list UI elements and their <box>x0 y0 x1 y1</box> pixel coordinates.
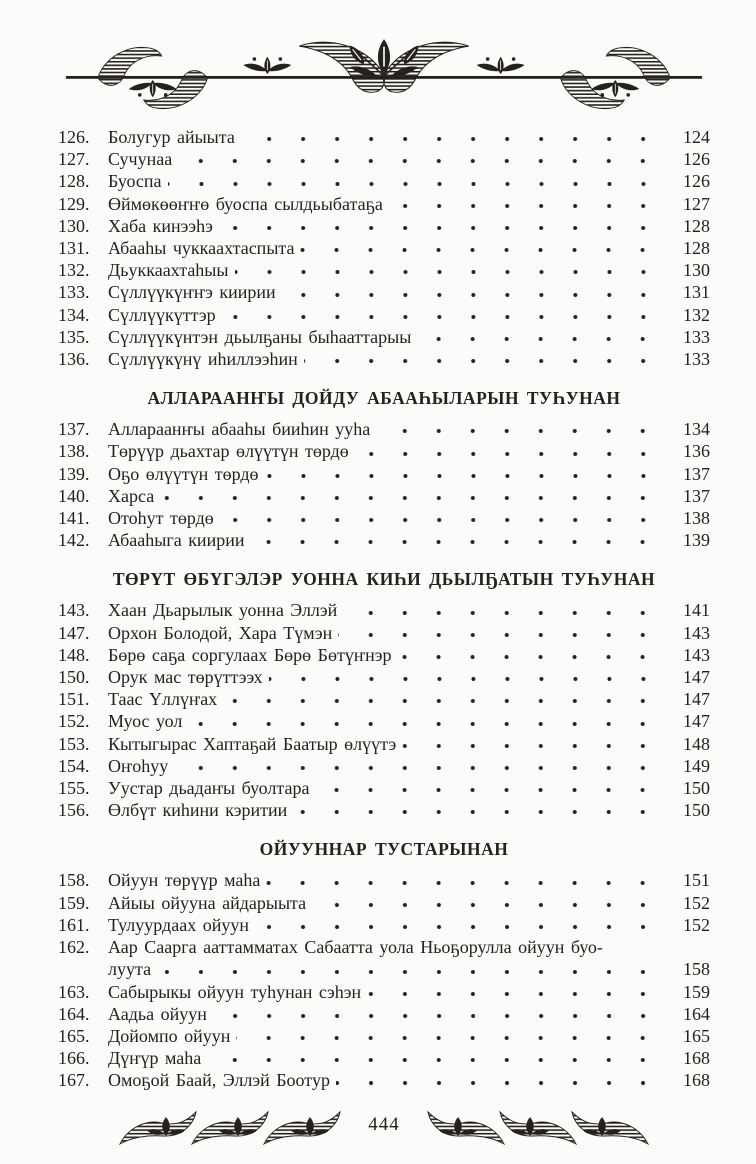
dot-leader <box>266 869 668 891</box>
toc-entry <box>58 666 710 688</box>
entry-number: 167. <box>58 1070 90 1091</box>
entry-title: Дүҥүр маһа <box>108 1048 202 1069</box>
toc-entry <box>58 777 710 799</box>
entry-number: 158. <box>58 870 90 891</box>
entry-title: Ойуун төрүүр маһа <box>108 870 261 891</box>
entry-number: 139. <box>58 463 90 484</box>
entry-number: 148. <box>58 644 90 665</box>
entry-page: 127 <box>683 193 710 214</box>
entry-page: 132 <box>683 304 710 325</box>
toc-entry <box>58 148 710 170</box>
entry-page: 126 <box>683 149 710 170</box>
dot-leader <box>389 193 668 215</box>
entry-number: 129. <box>58 193 90 214</box>
dot-leader <box>241 126 668 148</box>
dot-leader <box>417 326 668 348</box>
dot-leader <box>336 1069 668 1091</box>
top-ornament-icon <box>60 34 708 112</box>
toc-entry <box>58 688 710 710</box>
toc-entry <box>58 281 710 303</box>
dot-leader <box>343 599 668 621</box>
toc-entry <box>58 215 710 237</box>
toc-entry <box>58 170 710 192</box>
entry-title: Кытыгырас Хаптаҕай Баатыр өлүүтэ <box>108 733 397 754</box>
entry-page: 158 <box>683 959 710 980</box>
entry-page: 137 <box>683 463 710 484</box>
toc-entry <box>58 529 710 551</box>
dot-leader <box>220 507 668 529</box>
toc-entry <box>58 1025 710 1047</box>
toc-entry <box>58 485 710 507</box>
entry-number: 163. <box>58 981 90 1002</box>
entry-page: 143 <box>683 644 710 665</box>
dot-leader <box>293 799 668 821</box>
dot-leader <box>236 1025 668 1047</box>
entry-page: 150 <box>683 778 710 799</box>
entry-number: 131. <box>58 238 90 259</box>
entry-title: Аар Саарга ааттамматах Сабаатта уола Ньоҕорулла ойуун буо- <box>108 937 603 958</box>
entry-title: Таас Үллүҥах <box>108 689 218 710</box>
section-heading: ТӨРҮТ ӨБҮГЭЛЭР УОННА КИҺИ ДЬЫЛҔАТЫН ТУҺУНАН <box>112 569 656 590</box>
toc-entry <box>58 348 710 370</box>
toc-entry <box>58 1047 710 1069</box>
entry-page: 147 <box>683 711 710 732</box>
bottom-ornament-right-icon <box>420 1104 650 1146</box>
dot-leader <box>312 892 668 914</box>
dot-leader <box>188 710 668 732</box>
toc-entry <box>58 599 710 621</box>
entry-number: 138. <box>58 441 90 462</box>
toc-entry <box>58 733 710 755</box>
entry-title: Сучунаа <box>108 149 173 170</box>
dot-leader <box>235 259 669 281</box>
entry-title: Дьуккаахтаһыы <box>108 260 229 281</box>
entry-page: 148 <box>683 733 710 754</box>
toc-entry <box>58 440 710 462</box>
entry-page: 164 <box>683 1003 710 1024</box>
entry-number: 134. <box>58 304 90 325</box>
entry-number: 166. <box>58 1048 90 1069</box>
dot-leader <box>255 914 668 936</box>
toc-entry <box>58 936 710 958</box>
entry-page: 147 <box>683 689 710 710</box>
entry-number: 130. <box>58 215 90 236</box>
entry-page: 152 <box>683 892 710 913</box>
entry-number: 135. <box>58 326 90 347</box>
entry-number: 155. <box>58 778 90 799</box>
entry-title: Орхон Болодой, Хара Түмэн <box>108 622 333 643</box>
entry-number: 151. <box>58 689 90 710</box>
entry-number: 150. <box>58 667 90 688</box>
toc-entry <box>58 259 710 281</box>
entry-title: Уустар дьадаҥы буолтара <box>108 778 310 799</box>
entry-title: Омоҕой Баай, Эллэй Боотур <box>108 1070 330 1091</box>
entry-title: Харса <box>108 485 155 506</box>
toc-entry <box>58 799 710 821</box>
entry-page: 168 <box>683 1048 710 1069</box>
entry-number: 133. <box>58 282 90 303</box>
entry-page: 151 <box>683 870 710 891</box>
dot-leader <box>219 215 668 237</box>
entry-number: 154. <box>58 755 90 776</box>
entry-title: Хаан Дьарылык уонна Эллэй <box>108 600 338 621</box>
entry-number: 161. <box>58 914 90 935</box>
page-number: 444 <box>368 1113 400 1135</box>
entry-title: Болугур айыыта <box>108 127 235 147</box>
entry-page: 134 <box>683 419 710 440</box>
entry-page: 131 <box>683 282 710 303</box>
entry-title: Бөрө саҕа соргулаах Бөрө Бөтүҥнэр <box>108 644 392 665</box>
entry-number: 152. <box>58 711 90 732</box>
entry-page: 143 <box>683 622 710 643</box>
entry-number <box>58 958 108 980</box>
dot-leader <box>213 1003 668 1025</box>
entry-number: 137. <box>58 419 90 440</box>
toc-entry <box>58 710 710 732</box>
toc-entry <box>58 958 710 980</box>
toc-entry <box>58 237 710 259</box>
entry-page: 139 <box>683 530 710 551</box>
entry-page: 149 <box>683 755 710 776</box>
entry-number: 162. <box>58 937 90 958</box>
entry-title: Абааһы чуккаахтаспыта <box>108 238 295 259</box>
entry-page: 138 <box>683 508 710 529</box>
entry-number: 127. <box>58 149 90 170</box>
toc-entry <box>58 1069 710 1091</box>
entry-title: Өймөкөөҥҥө буоспа сылдьыбатаҕа <box>108 193 383 214</box>
entry-number: 126. <box>58 127 90 147</box>
entry-title: Орук мас төрүттээх <box>108 667 263 688</box>
entry-page: 128 <box>683 215 710 236</box>
dot-leader <box>250 529 668 551</box>
entry-page: 133 <box>683 326 710 347</box>
dot-leader <box>304 348 668 370</box>
dot-leader <box>282 281 668 303</box>
entry-title: Сүллүүкүҥҥэ киирии <box>108 282 276 303</box>
dot-leader <box>402 733 668 755</box>
toc-entry <box>58 1003 710 1025</box>
entry-page: 159 <box>683 981 710 1002</box>
entry-title: Өлбүт киһини кэритии <box>108 800 288 821</box>
entry-number: 147. <box>58 622 90 643</box>
entry-page: 150 <box>683 800 710 821</box>
entry-title: Оҥоһуу <box>108 755 169 776</box>
toc-entry <box>58 914 710 936</box>
toc-entry <box>58 644 710 666</box>
dot-leader <box>223 688 668 710</box>
dot-leader <box>338 622 668 644</box>
entry-number: 142. <box>58 530 90 551</box>
toc-entry <box>58 418 710 440</box>
entry-page: 168 <box>683 1070 710 1091</box>
entry-title: Оҕо өлүүтүн төрдө <box>108 463 259 484</box>
dot-leader <box>269 666 668 688</box>
dot-leader <box>315 777 668 799</box>
page-footer <box>58 1104 710 1146</box>
entry-title: Сабырыкы ойуун туһунан сэһэн <box>108 981 362 1002</box>
toc-entry <box>58 193 710 215</box>
dot-leader <box>367 981 668 1003</box>
entry-number: 136. <box>58 349 90 370</box>
dot-leader <box>376 418 668 440</box>
entry-page: 124 <box>683 127 710 147</box>
dot-leader <box>265 463 668 485</box>
dot-leader <box>178 148 668 170</box>
entry-number: 156. <box>58 800 90 821</box>
entry-title: Муос уол <box>108 711 183 732</box>
dot-leader <box>157 958 668 980</box>
entry-title: Айыы ойууна айдарыыта <box>108 892 307 913</box>
entry-page: 133 <box>683 349 710 370</box>
toc-entry <box>58 755 710 777</box>
entry-number: 159. <box>58 892 90 913</box>
entry-number: 140. <box>58 485 90 506</box>
dot-leader <box>160 485 668 507</box>
section-heading: АЛЛАРААНҤЫ ДОЙДУ АБААҺЫЛАРЫН ТУҺУНАН <box>147 388 621 409</box>
entry-title: луута <box>108 959 152 980</box>
toc-entry <box>58 892 710 914</box>
entry-number: 141. <box>58 508 90 529</box>
entry-number: 128. <box>58 171 90 192</box>
toc-entry <box>58 304 710 326</box>
entry-title: Сүллүүкүнтэн дьылҕаны быһааттарыы <box>108 326 412 347</box>
toc-entry <box>58 463 710 485</box>
dot-leader <box>207 1047 668 1069</box>
entry-page: 136 <box>683 441 710 462</box>
entry-number: 164. <box>58 1003 90 1024</box>
entry-title: Төрүүр дьахтар өлүүтүн төрдө <box>108 441 349 462</box>
bottom-ornament-left-icon <box>118 1104 348 1146</box>
entry-number: 153. <box>58 733 90 754</box>
toc-entry <box>58 326 710 348</box>
entry-page: 128 <box>683 238 710 259</box>
entry-page: 126 <box>683 171 710 192</box>
dot-leader <box>168 170 669 192</box>
entry-number: 143. <box>58 600 90 621</box>
entry-number: 132. <box>58 260 90 281</box>
entry-title: Отоһут төрдө <box>108 508 214 529</box>
entry-title: Сүллүүкүнү иһиллээһин <box>108 349 298 370</box>
entry-number: 165. <box>58 1025 90 1046</box>
toc-entry <box>58 622 710 644</box>
dot-leader <box>174 755 668 777</box>
dot-leader <box>300 237 668 259</box>
entry-page: 147 <box>683 667 710 688</box>
entry-title: Абааһыга киирии <box>108 530 245 551</box>
entry-title: Сүллүүкүттэр <box>108 304 216 325</box>
toc-entry <box>58 126 710 148</box>
section-heading: ОЙУУННАР ТУСТАРЫНАН <box>259 839 509 860</box>
entry-page: 137 <box>683 485 710 506</box>
dot-leader <box>355 440 668 462</box>
entry-page: 141 <box>683 600 710 621</box>
entry-title: Дойомпо ойуун <box>108 1025 231 1046</box>
dot-leader <box>222 304 668 326</box>
toc-entry <box>58 981 710 1003</box>
entry-title: Буоспа <box>108 171 162 192</box>
table-of-contents <box>58 126 710 1092</box>
entry-title: Хаба кинээһэ <box>108 215 213 236</box>
toc-entry <box>58 869 710 891</box>
entry-title: Тулуурдаах ойуун <box>108 914 249 935</box>
entry-page: 152 <box>683 914 710 935</box>
dot-leader <box>397 644 668 666</box>
entry-title: Аадьа ойуун <box>108 1003 207 1024</box>
entry-title: Аллараанҥы абааһы бииһин ууһа <box>108 419 371 440</box>
entry-page: 130 <box>683 260 710 281</box>
entry-page: 165 <box>683 1025 710 1046</box>
toc-entry <box>58 507 710 529</box>
